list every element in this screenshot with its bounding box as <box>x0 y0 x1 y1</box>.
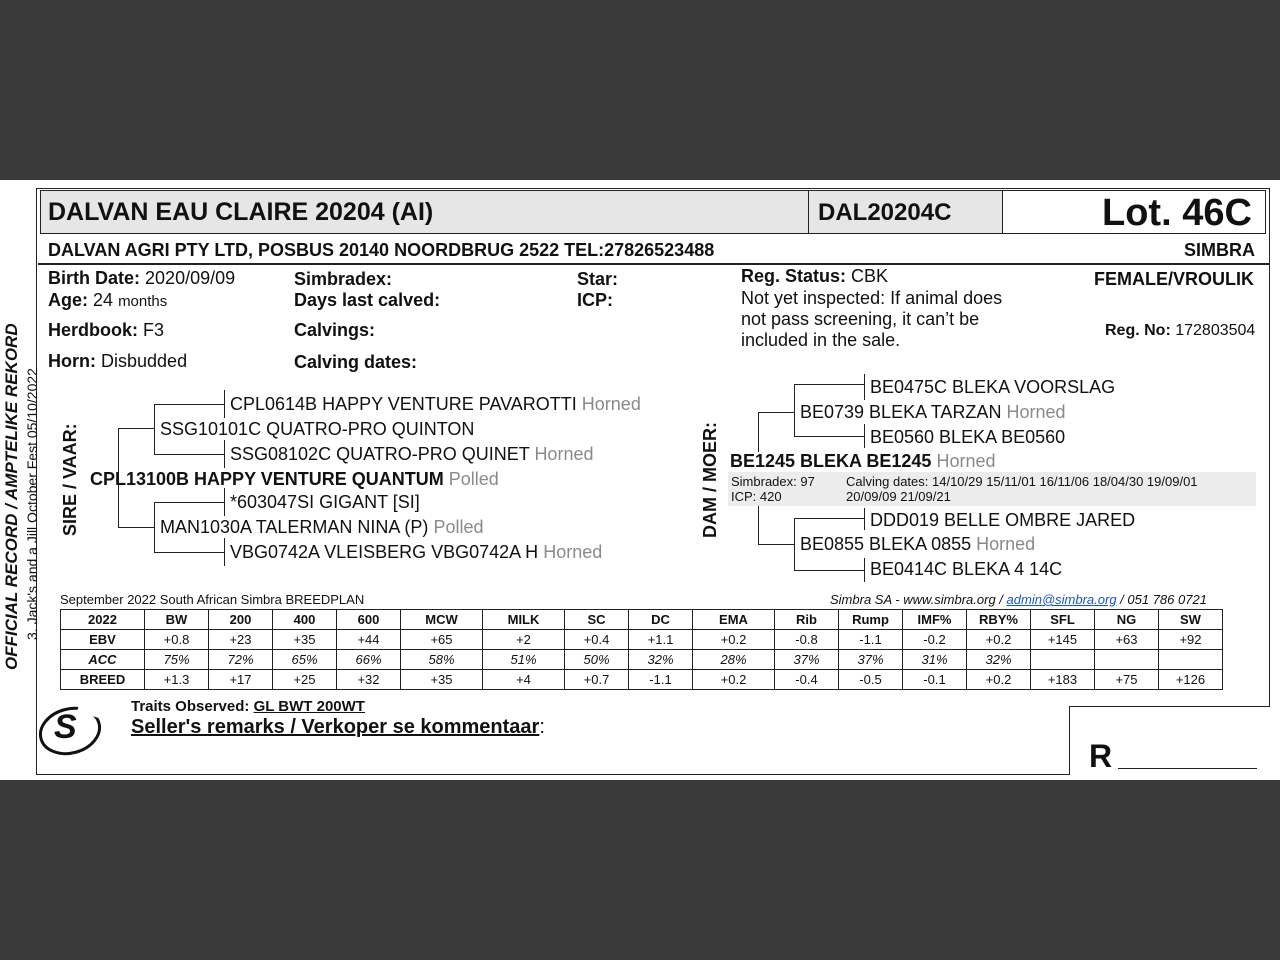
ebv-value-cell: +145 <box>1031 630 1095 650</box>
dam-dam-tag: Horned <box>976 534 1036 554</box>
ebv-value-cell: +75 <box>1095 670 1159 690</box>
ebv-value-cell: +0.7 <box>565 670 629 690</box>
dam-dam <box>800 534 1035 555</box>
sire-dam-dam-name: VBG0742A VLEISBERG VBG0742A H <box>230 542 539 562</box>
lot-number: Lot. 46C <box>1102 192 1252 234</box>
dam-main-name: BE1245 BLEKA BE1245 <box>730 451 932 471</box>
ebv-value-cell: -0.2 <box>903 630 967 650</box>
sire-sire-sire-name: CPL0614B HAPPY VENTURE PAVAROTTI <box>230 394 577 414</box>
ebv-value-cell: -0.5 <box>839 670 903 690</box>
r-box-left <box>1069 706 1070 775</box>
reg-status <box>741 266 888 287</box>
dam-main <box>730 451 996 472</box>
seller-remarks <box>131 716 545 739</box>
reg-no-label: Reg. No: <box>1105 322 1171 339</box>
ebv-value-cell: 37% <box>775 650 839 670</box>
age <box>48 290 167 311</box>
dam-dam-sire: DDD019 BELLE OMBRE JARED <box>870 510 1136 530</box>
sire-sire-tick-b <box>224 440 225 468</box>
ebv-value-cell: +63 <box>1095 630 1159 650</box>
ebv-row <box>61 630 1223 650</box>
ebv-contact <box>830 592 1207 607</box>
sire-section-label: SIRE / VAAR: <box>60 423 80 536</box>
ebv-value-cell: +92 <box>1159 630 1223 650</box>
dam-icp: ICP: 420 <box>731 489 782 504</box>
breeder-line: DALVAN AGRI PTY LTD, POSBUS 20140 NOORDBRUG 2522 TEL:27826523488 <box>48 240 715 260</box>
r-label: R <box>1089 738 1113 774</box>
birth-date-value: 2020/09/09 <box>145 268 236 288</box>
official-record-label: OFFICIAL RECORD / AMPTELIKE REKORD <box>2 323 21 670</box>
dam-sire <box>800 402 1066 423</box>
sire-tree-bottom-branch <box>118 527 154 528</box>
inspection-note-2: not pass screening, it can’t be <box>741 309 980 329</box>
contact-suffix: / 051 786 0721 <box>1120 592 1207 607</box>
sire-main-tag: Polled <box>448 469 499 489</box>
ebv-value-cell: +0.2 <box>693 630 775 650</box>
reg-status-value: CBK <box>851 266 889 286</box>
ebv-value-cell: +0.8 <box>145 630 209 650</box>
sire-dam-sire: *603047SI GIGANT [SI] <box>230 492 420 512</box>
icp-label: ICP: <box>577 290 613 310</box>
sire-sire-branch-a <box>154 404 224 405</box>
breed-row <box>61 670 1223 690</box>
ebv-value-cell: +183 <box>1031 670 1095 690</box>
ebv-value-cell: +2 <box>483 630 565 650</box>
dam-dam-name: BE0855 BLEKA 0855 <box>800 534 972 554</box>
ebv-value-cell: +35 <box>401 670 483 690</box>
ebv-value-cell: 75% <box>145 650 209 670</box>
dam-section-label: DAM / MOER: <box>700 422 720 538</box>
traits-value: GL BWT 200WT <box>253 698 365 715</box>
days-last-calved-label: Days last calved: <box>294 290 441 310</box>
ebv-value-cell: +1.3 <box>145 670 209 690</box>
ebv-value-cell: 72% <box>209 650 273 670</box>
sire-sire-dam-tag: Horned <box>534 444 594 464</box>
sire-dam-branch-b <box>154 552 224 553</box>
ebv-caption: September 2022 South African Simbra BREEDPLAN <box>60 592 365 607</box>
horn-label: Horn: <box>48 351 96 371</box>
sire-sire-sire-tag: Horned <box>581 394 641 414</box>
ebv-value-cell: 32% <box>629 650 693 670</box>
sire-sire-sire <box>230 394 641 415</box>
reg-no <box>1105 322 1255 340</box>
ebv-row-label: BREED <box>61 670 145 690</box>
animal-name: DALVAN EAU CLAIRE 20204 (AI) <box>48 198 434 226</box>
r-signature-line[interactable] <box>1118 768 1257 769</box>
dam-dam-branch-b <box>794 570 864 571</box>
horn-value: Disbudded <box>101 351 188 371</box>
ebv-header-cell: 200 <box>209 610 273 630</box>
ebv-value-cell: +23 <box>209 630 273 650</box>
ebv-value-cell: +32 <box>337 670 401 690</box>
dam-dam-tick-a <box>864 508 865 530</box>
dam-calving-dates-1: Calving dates: 14/10/29 15/11/01 16/11/06 18/04/30 19/09/01 <box>846 474 1198 489</box>
ebv-value-cell: +4 <box>483 670 565 690</box>
sire-sire-tick-a <box>224 390 225 418</box>
dam-tree-upper <box>758 412 759 452</box>
dam-simbradex: Simbradex: 97 <box>731 474 815 489</box>
ebv-value-cell: 31% <box>903 650 967 670</box>
r-box-top <box>1069 706 1270 707</box>
dam-sire-branch-b <box>794 436 864 437</box>
ebv-row-label: EBV <box>61 630 145 650</box>
ebv-header-cell: Rump <box>839 610 903 630</box>
birth-date-label: Birth Date: <box>48 268 141 288</box>
ebv-value-cell: 66% <box>337 650 401 670</box>
ebv-value-cell: +126 <box>1159 670 1223 690</box>
calving-dates-label: Calving dates: <box>294 352 418 372</box>
card-border-top <box>36 188 1270 189</box>
calvings-label: Calvings: <box>294 320 376 340</box>
sire-dam-dam-tag: Horned <box>543 542 603 562</box>
ebv-value-cell: +0.4 <box>565 630 629 650</box>
dam-tree-lower <box>758 506 759 544</box>
herdbook <box>48 320 164 341</box>
ebv-header-cell: SC <box>565 610 629 630</box>
ebv-value-cell: 28% <box>693 650 775 670</box>
sire-dam-tick-b <box>224 538 225 566</box>
ebv-value-cell <box>1031 650 1095 670</box>
breed: SIMBRA <box>1184 240 1255 260</box>
ebv-value-cell: 37% <box>839 650 903 670</box>
dam-dam-fork <box>794 518 795 570</box>
ebv-header-cell: EMA <box>693 610 775 630</box>
dam-main-tag: Horned <box>936 451 996 471</box>
reg-no-value: 172803504 <box>1175 322 1256 339</box>
traits-label: Traits Observed: <box>131 698 250 715</box>
card-border-bottom <box>36 774 1070 775</box>
dam-sire-sire: BE0475C BLEKA VOORSLAG <box>870 377 1116 397</box>
title-divider-1 <box>808 190 809 234</box>
ebv-header-cell: SFL <box>1031 610 1095 630</box>
ebv-header-row <box>61 610 1223 630</box>
dam-sire-tick-a <box>864 374 865 400</box>
ebv-value-cell: 50% <box>565 650 629 670</box>
ebv-value-cell: 51% <box>483 650 565 670</box>
sire-main <box>90 469 499 490</box>
ebv-value-cell: +65 <box>401 630 483 650</box>
dam-dam-tick-b <box>864 558 865 582</box>
dam-sire-fork <box>794 384 795 436</box>
seller-remarks-label: Seller's remarks / Verkoper se kommentaar <box>131 716 540 738</box>
sire-dam-tag: Polled <box>433 517 484 537</box>
sire-dam-fork <box>154 502 155 552</box>
sire-sire-fork <box>154 404 155 454</box>
seller-remarks-colon: : <box>539 716 545 738</box>
dam-tree-lower-branch <box>758 544 794 545</box>
reg-status-label: Reg. Status: <box>741 266 847 286</box>
ebv-value-cell: +0.2 <box>967 630 1031 650</box>
logo-letter: S <box>54 708 77 746</box>
ebv-header-cell: Rib <box>775 610 839 630</box>
card-border-right <box>1269 188 1270 706</box>
dam-dam-branch-a <box>794 518 864 519</box>
ebv-value-cell: +25 <box>273 670 337 690</box>
sire-tree-top-branch <box>118 428 154 429</box>
sire-dam-dam <box>230 542 602 563</box>
ebv-value-cell: -0.1 <box>903 670 967 690</box>
traits-observed <box>131 698 365 715</box>
ebv-value-cell <box>1159 650 1223 670</box>
ebv-header-cell: MCW <box>401 610 483 630</box>
acc-row <box>61 650 1223 670</box>
inspection-note-3: included in the sale. <box>741 330 901 350</box>
ebv-header-cell: RBY% <box>967 610 1031 630</box>
inspection-note-1: Not yet inspected: If animal does <box>741 288 1003 308</box>
ebv-value-cell: -1.1 <box>839 630 903 650</box>
dam-sire-dam: BE0560 BLEKA BE0560 <box>870 427 1066 447</box>
ebv-row-label: ACC <box>61 650 145 670</box>
dam-tree-upper-branch <box>758 412 794 413</box>
ebv-header-cell: 400 <box>273 610 337 630</box>
ebv-header-cell: IMF% <box>903 610 967 630</box>
ebv-header-cell: MILK <box>483 610 565 630</box>
dam-sire-tick-b <box>864 424 865 448</box>
ebv-value-cell: -1.1 <box>629 670 693 690</box>
dam-dam-dam: BE0414C BLEKA 4 14C <box>870 559 1063 579</box>
ebv-value-cell: +44 <box>337 630 401 650</box>
ebv-value-cell: +0.2 <box>693 670 775 690</box>
sire-sire-dam-name: SSG08102C QUATRO-PRO QUINET <box>230 444 530 464</box>
birth-date <box>48 268 235 289</box>
age-label: Age: <box>48 290 88 310</box>
event-label: 3. Jack's and a Jill October Fest 05/10/2022 <box>24 368 40 640</box>
ebv-header-cell: NG <box>1095 610 1159 630</box>
age-unit: months <box>118 293 168 310</box>
ebv-value-cell: 58% <box>401 650 483 670</box>
horn <box>48 351 187 372</box>
dam-calving-dates-2: 20/09/09 21/09/21 <box>846 489 951 504</box>
sire-sire: SSG10101C QUATRO-PRO QUINTON <box>160 419 475 439</box>
sex: FEMALE/VROULIK <box>1094 269 1254 289</box>
sire-dam-name: MAN1030A TALERMAN NINA (P) <box>160 517 429 537</box>
ebv-value-cell <box>1095 650 1159 670</box>
simbra-logo <box>38 704 102 758</box>
sire-dam-branch-a <box>154 502 224 503</box>
contact-email-link[interactable]: admin@simbra.org <box>1006 592 1117 607</box>
ebv-value-cell: +0.2 <box>967 670 1031 690</box>
herdbook-value: F3 <box>143 320 165 340</box>
sire-dam <box>160 517 483 538</box>
ebv-value-cell: -0.4 <box>775 670 839 690</box>
ebv-value-cell: +35 <box>273 630 337 650</box>
ebv-header-cell: 600 <box>337 610 401 630</box>
sire-main-name: CPL13100B HAPPY VENTURE QUANTUM <box>90 469 444 489</box>
breeder-divider <box>38 263 1269 265</box>
contact-prefix: Simbra SA - www.simbra.org / <box>830 592 1003 607</box>
ebv-value-cell: -0.8 <box>775 630 839 650</box>
star-label: Star: <box>577 269 619 289</box>
sire-sire-branch-b <box>154 454 224 455</box>
age-value: 24 <box>93 290 114 310</box>
sire-sire-dam <box>230 444 593 465</box>
ebv-value-cell: 65% <box>273 650 337 670</box>
ebv-table <box>60 609 1223 690</box>
dam-sire-name: BE0739 BLEKA TARZAN <box>800 402 1002 422</box>
dam-sire-branch-a <box>794 384 864 385</box>
ebv-value-cell: +1.1 <box>629 630 693 650</box>
dam-sire-tag: Horned <box>1006 402 1066 422</box>
sire-dam-tick-a <box>224 488 225 516</box>
ebv-header-cell: BW <box>145 610 209 630</box>
ebv-value-cell: +17 <box>209 670 273 690</box>
animal-id: DAL20204C <box>818 199 952 226</box>
herdbook-label: Herdbook: <box>48 320 138 340</box>
simbradex-label: Simbradex: <box>294 269 393 289</box>
ebv-value-cell: 32% <box>967 650 1031 670</box>
ebv-header-cell: DC <box>629 610 693 630</box>
ebv-header-cell: 2022 <box>61 610 145 630</box>
ebv-header-cell: SW <box>1159 610 1223 630</box>
